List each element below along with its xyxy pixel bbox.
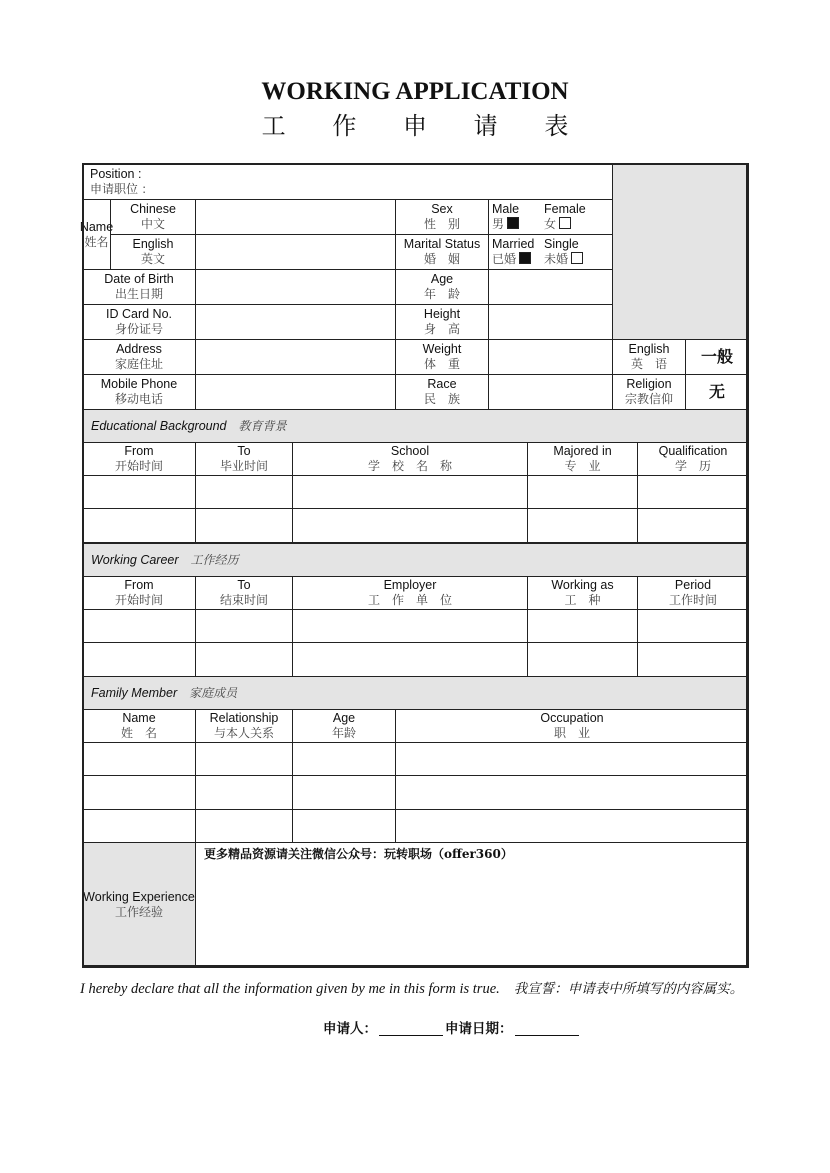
label-cn: 工作经历 <box>190 552 239 567</box>
column-header <box>637 576 749 610</box>
form-title: WORKING APPLICATION <box>261 78 569 105</box>
label-en: Address <box>116 342 162 356</box>
label-cn: 家庭住址 <box>114 357 163 371</box>
career-input-cell[interactable] <box>292 609 528 643</box>
career-input-cell[interactable] <box>82 609 196 643</box>
option-a-label: Married <box>492 237 535 251</box>
declaration-en: I hereby declare that all the information given by me in this form is true. <box>80 981 500 997</box>
label <box>82 339 196 375</box>
label-cn: 年龄 <box>331 726 356 740</box>
education-input-cell[interactable] <box>195 475 293 509</box>
career-input-cell[interactable] <box>637 609 749 643</box>
label-en: From <box>124 444 154 458</box>
family-input-cell[interactable] <box>195 775 293 809</box>
family-input-cell[interactable] <box>395 775 749 809</box>
signature-line <box>323 1017 581 1037</box>
marital-options <box>488 234 613 270</box>
label-en: School <box>390 444 430 458</box>
label <box>110 199 196 235</box>
applicant-field[interactable] <box>379 1035 443 1036</box>
label-en: Marital Status <box>403 237 481 251</box>
family-input-cell[interactable] <box>292 742 396 776</box>
label-en: To <box>237 578 251 592</box>
photo-area <box>612 163 749 340</box>
label-cn: 开始时间 <box>114 459 163 473</box>
mobile-input[interactable] <box>195 374 396 410</box>
option-b-label: Single <box>544 237 579 251</box>
column-header <box>395 709 749 743</box>
checkbox-a[interactable] <box>507 217 519 229</box>
family-input-cell[interactable] <box>395 742 749 776</box>
family-input-cell[interactable] <box>82 742 196 776</box>
label-cn: 学 历 <box>674 459 711 473</box>
date-label: 申请日期： <box>445 1021 513 1037</box>
family-input-cell[interactable] <box>82 775 196 809</box>
checkbox-b[interactable] <box>559 217 571 229</box>
column-header <box>527 576 638 610</box>
label-en: English <box>132 237 174 251</box>
label-en: Family Member <box>91 685 178 700</box>
label <box>82 842 196 968</box>
label <box>395 304 489 340</box>
career-input-cell[interactable] <box>527 609 638 643</box>
career-input-cell[interactable] <box>195 609 293 643</box>
label-en: Position : <box>90 166 142 181</box>
education-input-cell[interactable] <box>292 508 528 542</box>
id-input[interactable] <box>195 304 396 340</box>
option-b-cn: 未婚 <box>544 252 569 266</box>
label <box>79 199 114 270</box>
date-field[interactable] <box>515 1035 579 1036</box>
weight-input[interactable] <box>488 339 613 375</box>
label-en: Working as <box>551 578 614 592</box>
label <box>612 339 686 375</box>
label <box>612 374 686 410</box>
option-a-label: Male <box>492 202 520 216</box>
label-cn: 性 别 <box>423 217 460 231</box>
column-header <box>195 576 293 610</box>
career-input-cell[interactable] <box>195 642 293 676</box>
label <box>82 269 196 305</box>
label-cn: 结束时间 <box>219 593 268 607</box>
column-header <box>195 709 293 743</box>
label-en: Name <box>122 711 156 725</box>
label-cn: 婚 姻 <box>423 252 460 266</box>
declaration-cn: 我宣誓：申请表中所填写的内容属实。 <box>513 981 744 997</box>
career-input-cell[interactable] <box>292 642 528 676</box>
column-header <box>195 442 293 476</box>
checkbox-a[interactable] <box>519 252 531 264</box>
label-cn: 身 高 <box>423 322 460 336</box>
column-header <box>527 442 638 476</box>
label-en: Chinese <box>130 202 176 216</box>
label-cn: 家庭成员 <box>189 685 238 700</box>
label-cn: 移动电话 <box>114 392 163 406</box>
education-input-cell[interactable] <box>637 508 749 542</box>
label-en: Weight <box>422 342 462 356</box>
education-input-cell[interactable] <box>82 508 196 542</box>
label-en: Relationship <box>209 711 279 725</box>
label-en: Working Experience <box>83 890 195 904</box>
option-b-label: Female <box>544 202 586 216</box>
label-en: Height <box>423 307 461 321</box>
family-input-cell[interactable] <box>395 809 749 843</box>
label <box>110 234 196 270</box>
family-section-header <box>82 676 749 710</box>
label-cn: 教育背景 <box>238 418 287 433</box>
cell-text: 一般 <box>700 348 733 366</box>
label-cn: 工作时间 <box>668 593 717 607</box>
label-cn: 工 作 单 位 <box>367 593 452 607</box>
english-name-input[interactable] <box>195 234 396 270</box>
education-input-cell[interactable] <box>527 508 638 542</box>
label-en: Name <box>79 219 114 234</box>
education-input-cell[interactable] <box>637 475 749 509</box>
label-en: Age <box>430 272 454 286</box>
label-en: From <box>124 578 154 592</box>
label-cn: 身份证号 <box>114 322 163 336</box>
column-header <box>82 442 196 476</box>
label <box>395 269 489 305</box>
race-input[interactable] <box>488 374 613 410</box>
label-en: Educational Background <box>91 418 227 433</box>
option-a-cn: 男 <box>492 217 505 231</box>
label-cn: 工 种 <box>564 593 601 607</box>
label-en: Period <box>674 578 712 592</box>
label-cn: 与本人关系 <box>213 726 274 740</box>
column-header <box>292 709 396 743</box>
label-cn: 工作经验 <box>114 905 163 919</box>
education-section-header <box>82 409 749 443</box>
label <box>82 304 196 340</box>
family-input-cell[interactable] <box>195 809 293 843</box>
career-input-cell[interactable] <box>82 642 196 676</box>
column-header <box>82 576 196 610</box>
english-level-value[interactable] <box>685 339 749 375</box>
sex-options <box>488 199 613 235</box>
label <box>395 374 489 410</box>
family-input-cell[interactable] <box>292 775 396 809</box>
career-input-cell[interactable] <box>527 642 638 676</box>
address-input[interactable] <box>195 339 396 375</box>
label-cn: 宗教信仰 <box>624 392 673 406</box>
label-cn: 体 重 <box>423 357 460 371</box>
label-cn: 民 族 <box>423 392 460 406</box>
label-cn: 开始时间 <box>114 593 163 607</box>
column-header <box>292 442 528 476</box>
label-cn: 毕业时间 <box>219 459 268 473</box>
education-input-cell[interactable] <box>527 475 638 509</box>
label-en: Religion <box>626 377 672 391</box>
label-en: English <box>628 342 670 356</box>
form-title-cn: 工 作 申 请 表 <box>261 113 589 140</box>
label-en: Age <box>332 711 356 725</box>
label-en: To <box>237 444 251 458</box>
cell-text: 无 <box>708 383 725 401</box>
career-input-cell[interactable] <box>637 642 749 676</box>
column-header <box>292 576 528 610</box>
label <box>395 199 489 235</box>
family-input-cell[interactable] <box>195 742 293 776</box>
option-b-cn: 女 <box>544 217 557 231</box>
career-section-header <box>82 543 749 577</box>
option-a-cn: 已婚 <box>492 252 517 266</box>
label-cn: 英 语 <box>630 357 667 371</box>
dob-input[interactable] <box>195 269 396 305</box>
label <box>395 339 489 375</box>
chinese-name-input[interactable] <box>195 199 396 235</box>
label-en: Majored in <box>553 444 612 458</box>
label-en: ID Card No. <box>106 307 172 321</box>
column-header <box>82 709 196 743</box>
education-input-cell[interactable] <box>195 508 293 542</box>
label-en: Mobile Phone <box>100 377 178 391</box>
declaration <box>80 977 743 998</box>
cell-text: 更多精品资源请关注微信公众号：玩转职场（offer360） <box>204 847 513 861</box>
height-input[interactable] <box>488 304 613 340</box>
family-input-cell[interactable] <box>292 809 396 843</box>
label-en: Employer <box>383 578 437 592</box>
label-cn: 专 业 <box>564 459 601 473</box>
label-cn: 中文 <box>140 217 165 231</box>
experience-input[interactable] <box>195 842 749 968</box>
label-cn: 英文 <box>140 252 165 266</box>
age-input[interactable] <box>488 269 613 305</box>
label-en: Qualification <box>658 444 728 458</box>
label-en: Race <box>427 377 457 391</box>
checkbox-b[interactable] <box>571 252 583 264</box>
label <box>395 234 489 270</box>
label-cn: 姓 名 <box>120 726 157 740</box>
label-en: Working Career <box>91 552 179 567</box>
label <box>82 374 196 410</box>
education-input-cell[interactable] <box>292 475 528 509</box>
applicant-label: 申请人： <box>323 1021 377 1037</box>
family-input-cell[interactable] <box>82 809 196 843</box>
label-cn: 学 校 名 称 <box>367 459 452 473</box>
position-field[interactable] <box>82 163 613 200</box>
label-cn: 出生日期 <box>114 287 163 301</box>
label-cn: 姓名 <box>84 234 109 249</box>
label-en: Date of Birth <box>104 272 174 286</box>
column-header <box>637 442 749 476</box>
label-en: Occupation <box>540 711 604 725</box>
religion-value[interactable] <box>685 374 749 410</box>
label-cn: 职 业 <box>553 726 590 740</box>
label-en: Sex <box>431 202 453 216</box>
education-input-cell[interactable] <box>82 475 196 509</box>
label-cn: 年 龄 <box>423 287 460 301</box>
label-cn: 申请职位 ： <box>90 181 154 196</box>
